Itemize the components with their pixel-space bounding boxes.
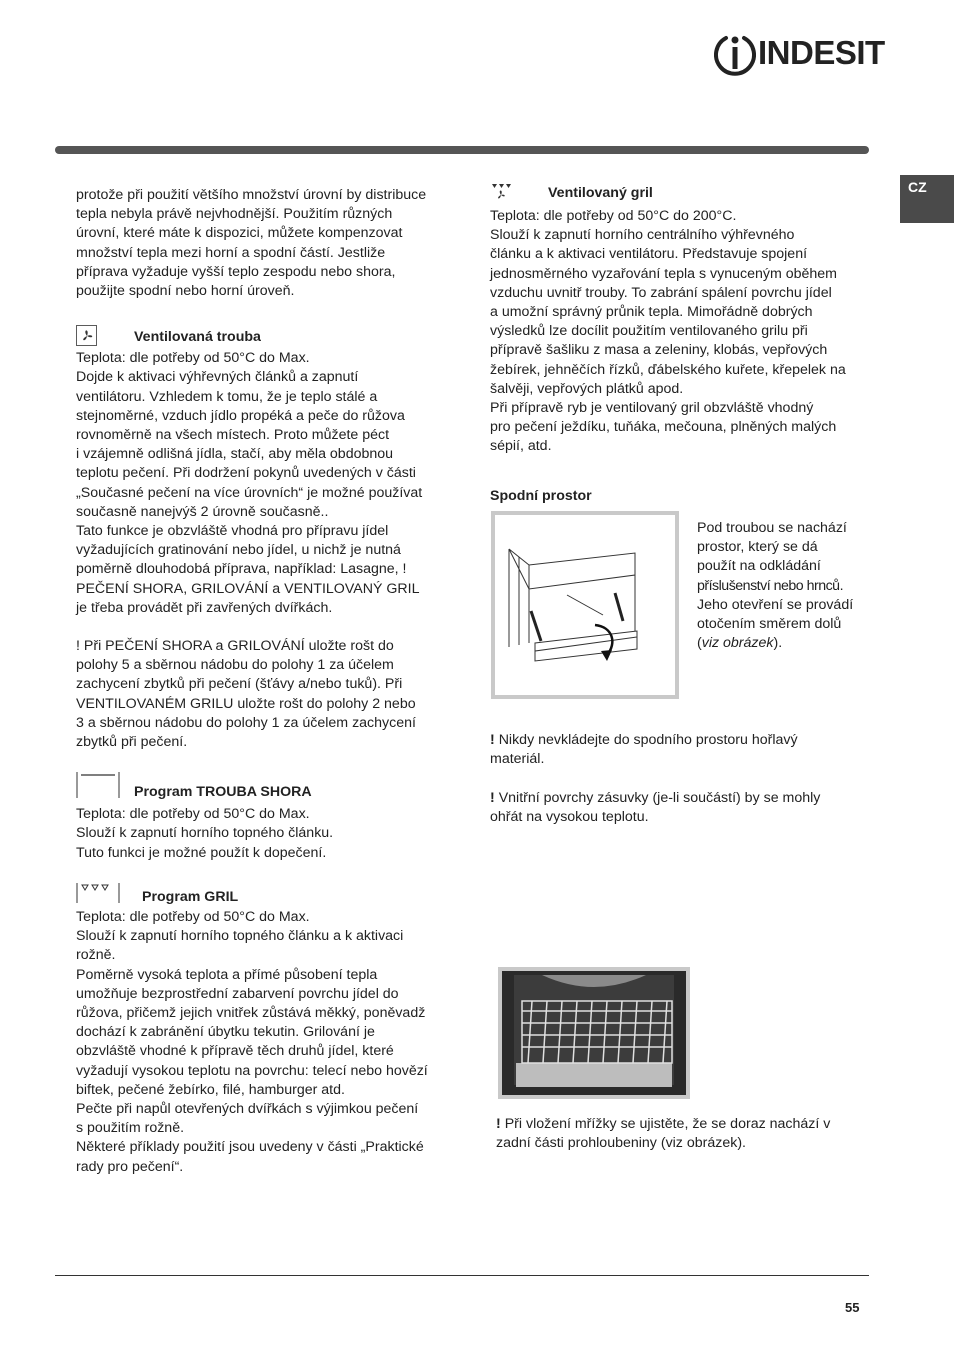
text-line: Slouží k zapnutí horního topného článku. (76, 825, 334, 842)
warning-flammable (490, 731, 870, 769)
text-line: 3 a sběrnou nádobu do polohy 1 za účelem zachycení (76, 714, 416, 731)
text-line: obzvláště vhodné k přípravě těch druhů jídel, které (76, 1043, 394, 1060)
text-line: vzduchu uvnitř trouby. To zabrání spálení povrchu jídel (490, 284, 832, 301)
text-line: Tuto funkci je možné použít k dopečení. (76, 844, 327, 861)
text-line: „Současné pečení na více úrovních“ je možné používat (76, 484, 423, 501)
text-line: příslušenství nebo hrnců. (697, 577, 844, 594)
text-line: příprava vyžaduje vyšší teplo zespodu nebo shora, (76, 263, 396, 280)
oven-rack-photo (498, 967, 690, 1099)
warning-hot-surface (490, 789, 870, 827)
top-oven-title: Program TROUBA SHORA (134, 784, 312, 801)
grill-placement-note (76, 637, 458, 752)
text-line: Teplota: dle potřeby od 50°C do Max. (76, 908, 310, 925)
text-line: přípravě šašliku z masa a zeleniny, klobás, vepřových (490, 342, 828, 359)
text-line: teplotu pečení. Při dodržení pokynů uvedených v části (76, 465, 416, 482)
language-tab-label: CZ (908, 179, 927, 195)
text-line: použít na odkládání (697, 558, 821, 575)
text-line: článku a k aktivaci ventilátoru. Představuje spojení (490, 246, 808, 263)
fan-grill-icon (490, 183, 512, 203)
text-line: umožňuje bezprostřední zabarvení povrchu jídel do (76, 985, 399, 1002)
ventilated-oven-body (76, 349, 458, 618)
see-figure-ref: viz obrázek (701, 635, 774, 652)
text-line: Tato funkce je obzvláště vhodná pro přípravu jídel (76, 523, 389, 540)
oven-rack-icon (502, 971, 686, 1095)
paren-close: ). (773, 635, 783, 652)
text-line: Nikdy nevkládejte do spodního prostoru hořlavý (498, 732, 798, 748)
header-divider (55, 146, 869, 154)
ventilated-oven-title: Ventilovaná trouba (134, 329, 261, 346)
ventilated-grill-title: Ventilovaný gril (548, 185, 653, 201)
text-line: rovnoměrně na všech místech. Proto můžete péct (76, 427, 390, 444)
logo-i-icon (714, 32, 756, 76)
text-line: Poměrně vysoká teplota a přímé působení tepla (76, 966, 378, 983)
text-line: ohřát na vysokou teplotu. (490, 809, 649, 826)
text-line: s použitím rožně. (76, 1120, 185, 1137)
text-line: zachycení zbytků při pečení (šťávy a/nebo tuků). Při (76, 676, 403, 693)
text-line: zadní části prohloubeniny (viz obrázek). (496, 1135, 746, 1152)
text-line: rožně. (76, 947, 116, 964)
text-line: výsledků lze docílit použitím ventilovaného grilu při (490, 323, 808, 340)
fan-icon (76, 325, 98, 347)
text-line: Teplota: dle potřeby od 50°C do 200°C. (490, 208, 737, 224)
text-line: vyžadujících gratinování nebo jídel, u nichž je nutná (76, 542, 401, 559)
text-line: Některé příklady použití jsou uvedeny v části „Praktické (76, 1139, 424, 1156)
text-line: VENTILOVANÉM GRILU uložte rošt do polohy 2 nebo (76, 695, 416, 712)
text-line: množství tepla mezi horní a spodní částí. Jestliže (76, 244, 386, 261)
text-line: Pod troubou se nachází (697, 520, 847, 536)
warning-mark: ! (496, 1116, 501, 1132)
warning-mark: ! (490, 732, 495, 748)
text-line: šalvěji, vepřových plátků apod. (490, 380, 684, 397)
indesit-logo (714, 32, 885, 76)
text-line: Teplota: dle potřeby od 50°C do Max. (76, 806, 310, 823)
text-line: Při vložení mřížky se ujistěte, že se doraz nachází v (504, 1116, 831, 1132)
text-line: žebírek, jehněčích řízků, ďábelského kuřete, křepelek na (490, 361, 846, 378)
drawer-illustration (491, 511, 679, 699)
rack-insertion-note (496, 1115, 870, 1153)
text-line: tepla nebyla právě nejvhodnější. Použitím různých (76, 206, 393, 223)
text-line: protože při použití většího množství úrovní by distribuce (76, 187, 427, 203)
page-number: 55 (845, 1300, 860, 1315)
bottom-space-description (697, 519, 872, 653)
ventilated-grill-body (490, 207, 870, 457)
ventilated-grill-heading (490, 183, 870, 207)
warning-mark: ! (490, 790, 495, 806)
bottom-space-title: Spodní prostor (490, 487, 592, 504)
text-line: současně nanejvýš 2 úrovně současně.. (76, 503, 329, 520)
text-line: Jeho otevření se provádí (697, 596, 854, 613)
text-line: materiál. (490, 751, 545, 768)
right-column (490, 183, 870, 506)
text-line: ventilátoru. Vzhledem k tomu, že je teplo stálé a (76, 388, 378, 405)
intro-paragraph (76, 186, 458, 301)
text-line: stejnoměrné, vzduch jídlo propéká a peče do růžova (76, 407, 405, 424)
text-line: otočením směrem dolů (697, 616, 842, 633)
text-line: sépií, atd. (490, 438, 552, 455)
footer-divider (55, 1275, 869, 1276)
text-line: dochází k zabránění úbytku tekutin. Grilování je (76, 1024, 375, 1041)
grill-heading (76, 882, 458, 908)
text-line: Teplota: dle potřeby od 50°C do Max. (76, 350, 310, 367)
grill-body (76, 908, 458, 1177)
text-line: Slouží k zapnutí horního topného článku a k aktivaci (76, 928, 404, 945)
text-line: jednosměrného vyzařování tepla s vynuceným oběhem (490, 265, 837, 282)
text-line: poměrně dlouhodobá příprava, například: Lasagne, ! (76, 561, 407, 578)
text-line: vyžadují vysokou teplotu na povrchu: telecí nebo hovězí (76, 1062, 428, 1079)
text-line: a umožní správný průnik tepla. Mimořádně dobrých (490, 304, 813, 321)
text-line: rady pro pečení“. (76, 1158, 184, 1175)
paren-open: ( (697, 635, 702, 652)
drawer-open-icon (495, 515, 675, 695)
text-line: i vzájemně odlišná jídla, stačí, aby měla obdobnou (76, 446, 394, 463)
text-line: ! Při PEČENÍ SHORA a GRILOVÁNÍ uložte rošt do (76, 638, 394, 655)
text-line: použijte spodní nebo horní úroveň. (76, 283, 295, 300)
top-oven-heading (76, 771, 458, 805)
text-line: polohy 5 a sběrnou nádobu do polohy 1 za účelem (76, 657, 394, 674)
text-line: Slouží k zapnutí horního centrálního výhřevného (490, 227, 795, 244)
text-line: pro pečení ježdíku, tuňáka, mečouna, plněných malých (490, 419, 837, 436)
text-line: úrovní, které máte k dispozici, můžete kompenzovat (76, 225, 403, 242)
text-line: Dojde k aktivaci výhřevných článků a zapnutí (76, 369, 359, 386)
text-line: je třeba provádět při zavřených dvířkách. (76, 599, 333, 616)
grill-title: Program GRIL (142, 888, 239, 905)
language-tab (900, 175, 954, 223)
top-oven-body (76, 805, 458, 863)
ventilated-oven-heading (76, 325, 458, 349)
text-line: PEČENÍ SHORA, GRILOVÁNÍ a VENTILOVANÝ GRIL (76, 580, 420, 597)
text-line: růžova, přičemž jejich vnitřek zůstává měkký, poněvadž (76, 1004, 426, 1021)
text-line: prostor, který se dá (697, 539, 818, 556)
text-line: zbytků při pečení. (76, 734, 188, 751)
brand-name: INDESIT (758, 34, 885, 71)
text-line: Pečte při napůl otevřených dvířkách s výjimkou pečení (76, 1100, 419, 1117)
left-column (76, 186, 458, 1177)
text-line: Při přípravě ryb je ventilovaný gril obzvláště vhodný (490, 400, 814, 417)
text-line (697, 634, 872, 653)
grill-icon (76, 882, 120, 904)
top-heat-icon (76, 771, 120, 799)
text-line: Vnitřní povrchy zásuvky (je-li součástí) by se mohly (498, 790, 821, 806)
text-line: biftek, pečené žebírko, filé, hamburger atd. (76, 1081, 345, 1098)
